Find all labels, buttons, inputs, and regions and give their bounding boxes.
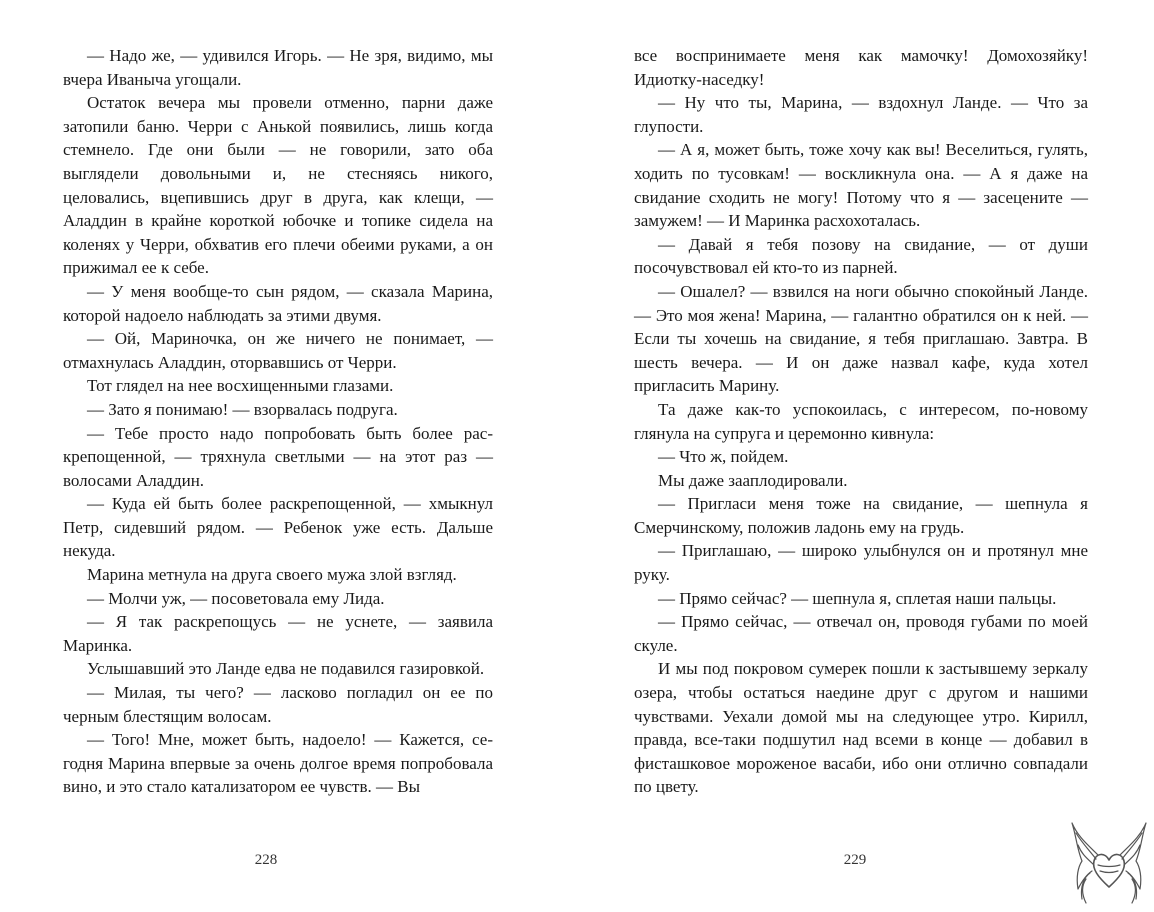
page-number-right: 229 [843, 852, 867, 868]
paragraph: Мы даже зааплодировали. [658, 470, 848, 490]
paragraph: — Тебе просто надо попробовать быть более раскрепощенной, — тряхнула светлыми — на этот раз — волосами Аладдин. [63, 423, 493, 490]
paragraph: — Ну что ты, Марина, — вздохнул Ланде. — Что за глупости. [634, 93, 1088, 136]
paragraph: — Зато я понимаю! — взорвалась подруга. [87, 399, 398, 419]
right-page [634, 44, 1088, 799]
paragraph: — Молчи уж, — посоветовала ему Лида. [87, 588, 385, 608]
paragraph: — Приглашаю, — широко улыбнулся он и протянул мне руку. [634, 541, 1088, 585]
paragraph: — Давай я тебя позову на свидание, — от души посочувствовал ей кто-то из парней. [634, 234, 1088, 278]
paragraph: — Прямо сейчас? — шепнула я, сплетая наши пальцы. [658, 588, 1057, 608]
left-page [63, 44, 493, 799]
paragraph: — Надо же, — удивился Игорь. — Не зря, видимо, мы вчера Иваныча угощали. [63, 46, 493, 89]
paragraph: Остаток вечера мы провели отменно, парни даже затопили баню. Черри с Анькой появились, лишь когда стемнело. Где они были — не говорили, зато оба выглядели довольными и, не стесняясь никого, целовались, вцепившись друг в друга, как клещи, — Аладдин в крайне короткой юбочке и топике сидела на коленях у Черри, обхватив его плечи обеими руками, а он прижимал ее к себе. [63, 93, 493, 278]
paragraph: — Ошалел? — взвился на ноги обычно спокойный Ланде. — Это моя жена! Марина, — галантно обратился он к ней. — Если ты хочешь на свидание, я тебя приглашаю. Завтра. В шесть вечера. — И он даже назвал кафе, куда хотел пригласить Марину. [634, 281, 1088, 396]
paragraph: Тот глядел на нее восхищенными глазами. [87, 376, 394, 396]
paragraph: — Ой, Мариночка, он же ничего не понимает, — отмахнулась Аладдин, оторвавшись от Черри. [63, 329, 493, 372]
paragraph: — А я, может быть, тоже хочу как вы! Веселиться, гулять, ходить по тусовкам! — воскликнула она. — А я даже на свидание сходить не могу! Потому что я — засецените — замужем! — И Маринка расхохоталась. [634, 140, 1088, 231]
paragraph: — У меня вообще-то сын рядом, — сказала Марина, которой надоело наблюдать за этими двумя. [63, 281, 493, 325]
paragraph: — Пригласи меня тоже на свидание, — шепнула я Смерчинскому, положив ладонь ему на грудь. [634, 494, 1088, 537]
paragraph-continuation: все воспринимаете меня как мамочку! Домохозяйку! Идиотку-наседку! [634, 46, 1088, 89]
winged-heart-icon [1068, 815, 1150, 907]
paragraph: — Прямо сейчас, — отвечал он, проводя губами по моей скуле. [634, 612, 1088, 655]
paragraph: Та даже как-то успокоилась, с интересом, по-новому глянула на супруга и церемонно кивнула: [634, 399, 1088, 443]
paragraph: — Я так раскрепощусь — не уснете, — заявила Маринка. [63, 612, 493, 655]
paragraph: — Того! Мне, может быть, надоело! — Кажется, сегодня Марина впервые за очень долгое время попробовала вино, и это стало катализатором ее чувств. — Вы [63, 730, 493, 797]
paragraph: — Куда ей быть более раскрепощенной, — хмыкнул Петр, сидевший рядом. — Ребенок уже есть. Дальше некуда. [63, 494, 493, 561]
paragraph: Марина метнула на друга своего мужа злой взгляд. [87, 565, 457, 585]
paragraph: — Что ж, пойдем. [658, 447, 789, 467]
paragraph: И мы под покровом сумерек пошли к застывшему зеркалу озера, чтобы остаться наедине друг с другом и нашими чувствами. Уехали домой мы на следующее утро. Кирилл, правда, все-таки подшутил над всеми в конце — добавил в фисташковое мороженое васаби, ибо они отлично совпадали по цвету. [634, 659, 1088, 797]
paragraph: Услышавший это Ланде едва не подавился газировкой. [87, 659, 485, 679]
paragraph: — Милая, ты чего? — ласково погладил он ее по черным блестящим волосам. [63, 683, 493, 726]
page-number-left: 228 [254, 852, 278, 868]
